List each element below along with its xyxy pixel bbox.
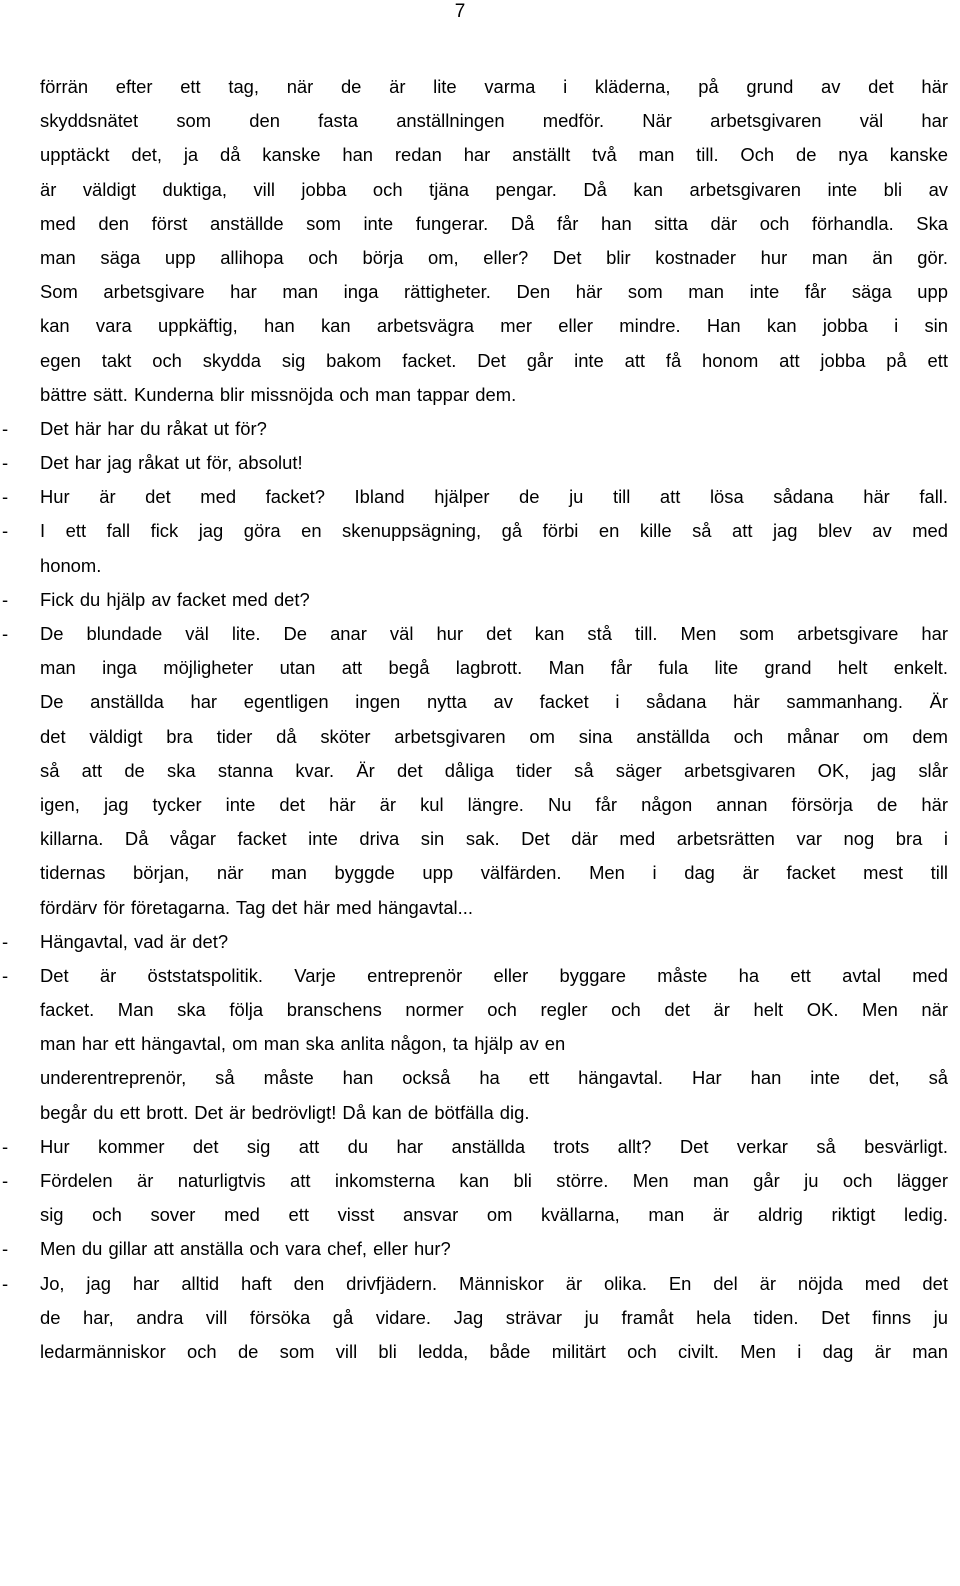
text-line — [0, 754, 960, 788]
line-text: Det har jag råkat ut för, absolut! — [40, 452, 303, 474]
dialogue-line — [0, 925, 960, 959]
dialogue-line — [0, 480, 960, 514]
text-line — [0, 1027, 960, 1061]
text-line — [0, 138, 960, 172]
text-line — [0, 651, 960, 685]
dialogue-dash: - — [2, 1170, 9, 1191]
dialogue-line — [0, 412, 960, 446]
line-text: skyddsnätet som den fasta anställningen medför. När arbetsgivaren väl har — [40, 110, 948, 132]
dialogue-line — [0, 1130, 960, 1164]
dialogue-dash: - — [2, 930, 9, 952]
dialogue-dash: - — [2, 1135, 9, 1157]
line-text: Fördelen är naturligtvis att inkomsterna kan bli större. Men man går ju och lägger — [40, 1170, 948, 1191]
dialogue-dash: - — [2, 1272, 9, 1294]
line-text: kan vara uppkäftig, han kan arbetsvägra mer eller mindre. Han kan jobba i sin — [40, 315, 948, 337]
dialogue-dash: - — [2, 520, 9, 542]
dialogue-dash: - — [2, 452, 9, 474]
text-line — [0, 1198, 960, 1232]
text-line — [0, 1061, 960, 1095]
text-line — [0, 891, 960, 925]
line-text: I ett fall fick jag göra en skenuppsägning, gå förbi en kille så att jag blev av med — [40, 520, 948, 542]
line-text: sig och sover med ett visst ansvar om kvällarna, man är aldrig riktigt ledig. — [40, 1204, 948, 1226]
text-line — [0, 241, 960, 275]
line-text: underentreprenör, så måste han också ha ett hängavtal. Har han inte det, så — [40, 1067, 948, 1089]
line-text: begår du ett brott. Det är bedrövligt! Då kan de bötfälla dig. — [40, 1101, 530, 1123]
line-text: killarna. Då vågar facket inte driva sin sak. Det där med arbetsrätten var nog bra i — [40, 828, 948, 850]
text-line — [0, 309, 960, 343]
text-line — [0, 788, 960, 822]
line-text: Det här har du råkat ut för? — [40, 417, 267, 439]
dialogue-line — [0, 1267, 960, 1301]
line-text: det väldigt bra tider då sköter arbetsgivaren om sina anställda och månar om dem — [40, 725, 948, 747]
dialogue-line — [0, 446, 960, 480]
line-text: de har, andra vill försöka gå vidare. Jag strävar ju framåt hela tiden. Det finns ju — [40, 1306, 948, 1328]
line-text: Hängavtal, vad är det? — [40, 930, 229, 952]
line-text: Fick du hjälp av facket med det? — [40, 588, 310, 610]
dialogue-line — [0, 514, 960, 548]
text-line — [0, 344, 960, 378]
text-line — [0, 275, 960, 309]
line-text: Som arbetsgivare har man inga rättigheter. Den här som man inte får säga upp — [40, 281, 948, 303]
line-text: De anställda har egentligen ingen nytta av facket i sådana här sammanhang. Är — [40, 691, 948, 713]
line-text: Men du gillar att anställa och vara chef, eller hur? — [40, 1238, 451, 1260]
line-text: Det är öststatspolitik. Varje entreprenör eller byggare måste ha ett avtal med — [40, 964, 948, 986]
line-text: man inga möjligheter utan att begå lagbrott. Man får fula lite grand helt enkelt. — [40, 657, 948, 679]
line-text: tidernas början, när man byggde upp välfärden. Men i dag är facket mest till — [40, 862, 948, 884]
dialogue-line — [0, 617, 960, 651]
dialogue-line — [0, 1232, 960, 1266]
dialogue-line — [0, 959, 960, 993]
text-line — [0, 822, 960, 856]
line-text: Hur är det med facket? Ibland hjälper de ju till att lösa sådana här fall. — [40, 486, 948, 508]
line-text: egen takt och skydda sig bakom facket. Det går inte att få honom att jobba på ett — [40, 349, 948, 371]
line-text: igen, jag tycker inte det här är kul längre. Nu får någon annan försörja de här — [40, 793, 948, 815]
line-text: upptäckt det, ja då kanske han redan har anställt två man till. Och de nya kanske — [40, 144, 948, 166]
line-text: Jo, jag har alltid haft den drivfjädern. Människor är olika. En del är nöjda med det — [40, 1272, 948, 1294]
text-line — [0, 856, 960, 890]
text-line — [0, 993, 960, 1027]
text-line — [0, 549, 960, 583]
body-text — [0, 70, 960, 1369]
line-text: med den först anställde som inte fungerar. Då får han sitta där och förhandla. Ska — [40, 212, 948, 234]
text-line — [0, 70, 960, 104]
text-line — [0, 1335, 960, 1369]
line-text: man säga upp allihopa och börja om, eller? Det blir kostnader hur man än gör. — [40, 246, 948, 268]
line-text: man har ett hängavtal, om man ska anlita någon, ta hjälp av en — [40, 1033, 566, 1055]
page-number: 7 — [454, 1, 466, 22]
text-line — [0, 104, 960, 138]
dialogue-line — [0, 583, 960, 617]
line-text: förrän efter ett tag, när de är lite varma i kläderna, på grund av det här — [40, 76, 948, 97]
line-text: är väldigt duktiga, vill jobba och tjäna pengar. Då kan arbetsgivaren inte bli av — [40, 178, 948, 200]
line-text: fördärv för företagarna. Tag det här med hängavtal... — [40, 896, 473, 918]
dialogue-line — [0, 1164, 960, 1198]
text-line — [0, 1096, 960, 1130]
line-text: bättre sätt. Kunderna blir missnöjda och man tappar dem. — [40, 383, 517, 405]
text-line — [0, 685, 960, 719]
dialogue-dash: - — [2, 1238, 9, 1260]
line-text: facket. Man ska följa branschens normer och regler och det är helt OK. Men när — [40, 999, 948, 1021]
text-line — [0, 207, 960, 241]
dialogue-dash: - — [2, 623, 9, 644]
text-line — [0, 378, 960, 412]
line-text: De blundade väl lite. De anar väl hur det kan stå till. Men som arbetsgivare har — [40, 623, 948, 644]
line-text: så att de ska stanna kvar. Är det dåliga tider så säger arbetsgivaren OK, jag slår — [40, 759, 948, 781]
line-text: honom. — [40, 554, 102, 576]
line-text: Hur kommer det sig att du har anställda trots allt? Det verkar så besvärligt. — [40, 1135, 948, 1157]
text-line — [0, 1301, 960, 1335]
dialogue-dash: - — [2, 486, 9, 508]
line-text: ledarmänniskor och de som vill bli ledda, både militärt och civilt. Men i dag är man — [40, 1340, 948, 1362]
text-line — [0, 720, 960, 754]
text-line — [0, 173, 960, 207]
dialogue-dash: - — [2, 964, 9, 986]
dialogue-dash: - — [2, 417, 9, 439]
dialogue-dash: - — [2, 588, 9, 610]
